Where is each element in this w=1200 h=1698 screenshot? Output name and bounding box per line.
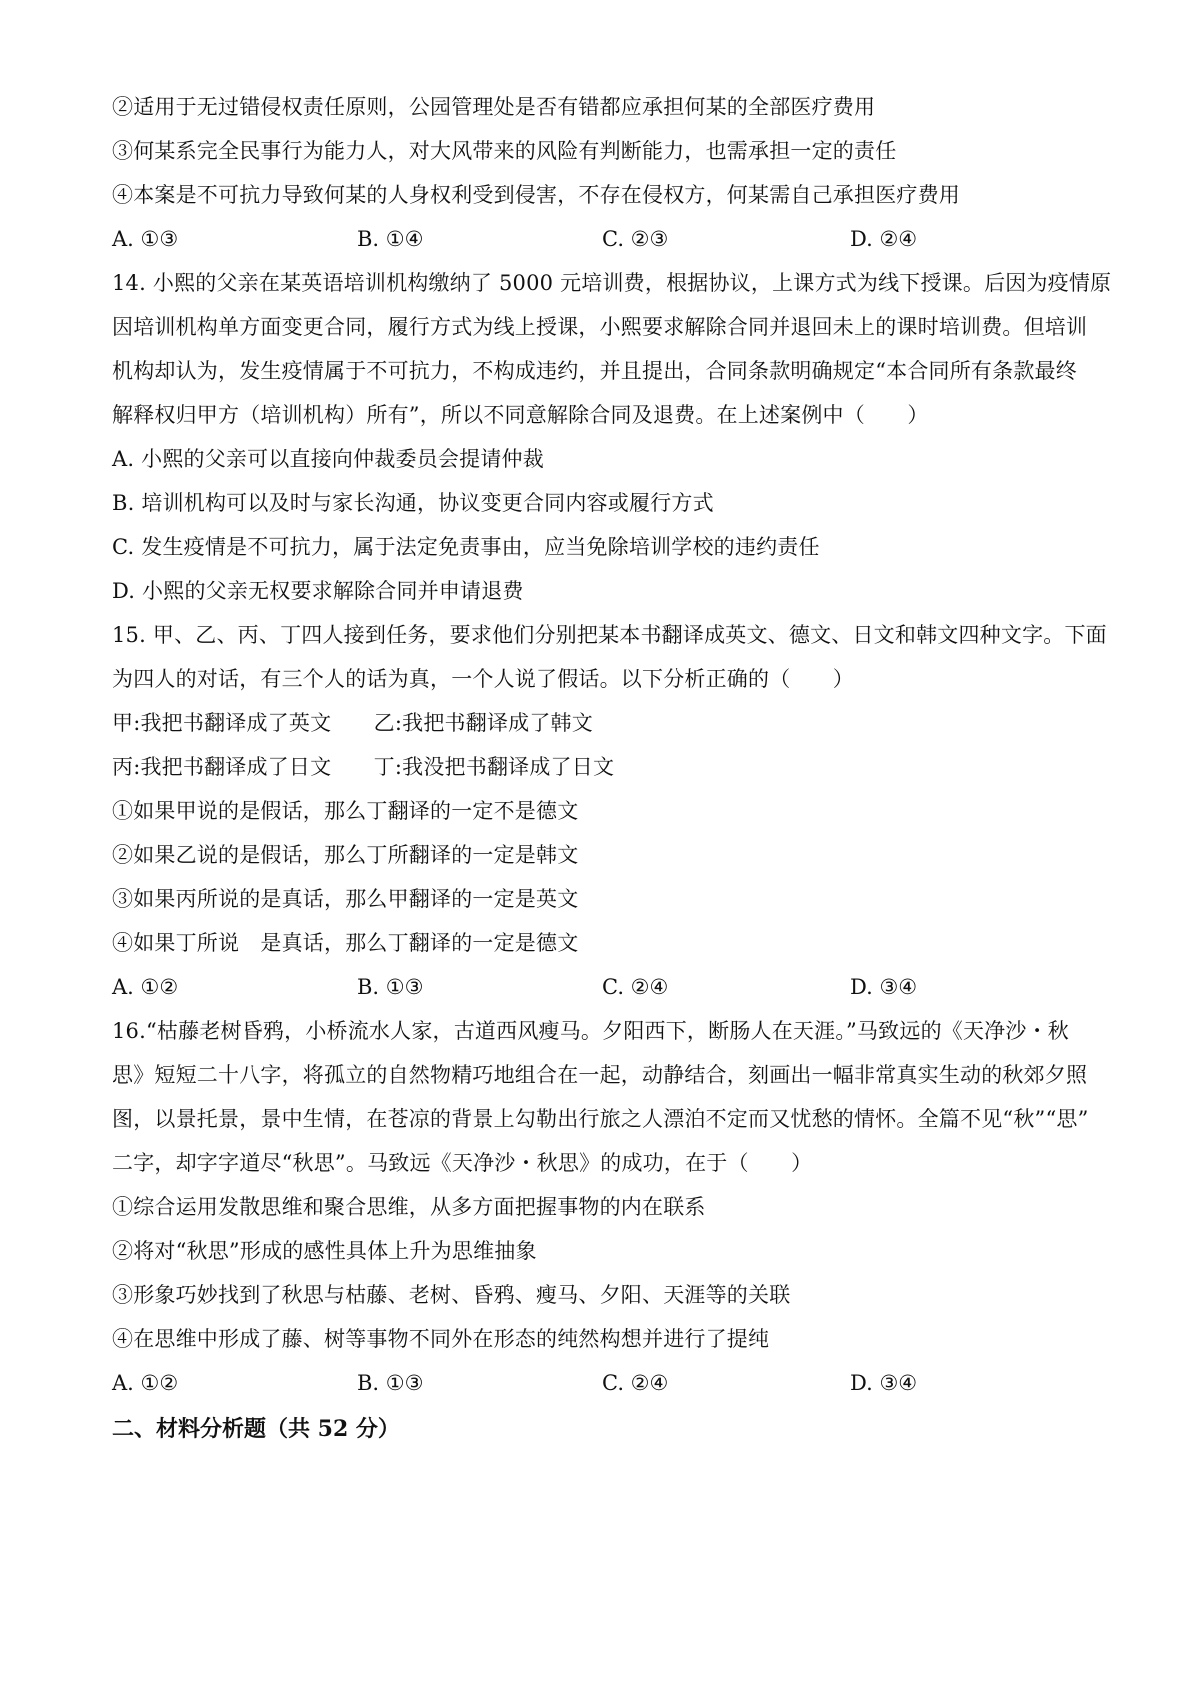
q16-statement-3: ③形象巧妙找到了秋思与枯藤、老树、昏鸦、瘦马、夕阳、天涯等的关联 [112, 1283, 791, 1307]
q16-option-b: B. ①③ [357, 1371, 424, 1395]
section-heading: 二、材料分析题（共 52 分） [112, 1416, 400, 1442]
q14-option-a: A. 小熙的父亲可以直接向仲裁委员会提请仲裁 [112, 447, 544, 471]
q14-option-b: B. 培训机构可以及时与家长沟通，协议变更合同内容或履行方式 [112, 491, 714, 515]
q13-statement-3: ③何某系完全民事行为能力人，对大风带来的风险有判断能力，也需承担一定的责任 [112, 139, 897, 163]
q14-stem-line-3: 机构却认为，发生疫情属于不可抗力，不构成违约，并且提出，合同条款明确规定“本合同所有条款最终 [112, 359, 1077, 383]
q14-stem-line-1: 14. 小熙的父亲在某英语培训机构缴纳了 5000 元培训费，根据协议，上课方式为线下授课。后因为疫情原 [112, 271, 1112, 295]
q13-option-c: C. ②③ [602, 227, 669, 251]
q14-option-c: C. 发生疫情是不可抗力，属于法定免责事由，应当免除培训学校的违约责任 [112, 535, 820, 559]
q16-stem-line-3: 图，以景托景，景中生情，在苍凉的背景上勾勒出行旅之人漂泊不定而又忧愁的情怀。全篇不见“秋”“思” [112, 1107, 1089, 1131]
q14-stem-line-2: 因培训机构单方面变更合同，履行方式为线上授课，小熙要求解除合同并退回未上的课时培训费。但培训 [112, 315, 1088, 339]
q16-statement-4: ④在思维中形成了藤、树等事物不同外在形态的纯然构想并进行了提纯 [112, 1327, 770, 1351]
q14-stem-line-4: 解释权归甲方（培训机构）所有”，所以不同意解除合同及退费。在上述案例中（ ） [112, 403, 929, 427]
q15-option-c: C. ②④ [602, 975, 669, 999]
q16-statement-2: ②将对“秋思”形成的感性具体上升为思维抽象 [112, 1239, 537, 1263]
q16-stem-line-4: 二字，却字字道尽“秋思”。马致远《天净沙・秋思》的成功，在于（ ） [112, 1151, 813, 1175]
q16-stem-line-1: 16.“枯藤老树昏鸦，小桥流水人家，古道西风瘦马。夕阳西下，断肠人在天涯。”马致远的《天净沙・秋 [112, 1019, 1069, 1043]
q16-option-a: A. ①② [112, 1371, 179, 1395]
q16-option-c: C. ②④ [602, 1371, 669, 1395]
q15-option-b: B. ①③ [357, 975, 424, 999]
q13-option-b: B. ①④ [357, 227, 424, 251]
q13-statement-4: ④本案是不可抗力导致何某的人身权利受到侵害，不存在侵权方，何某需自己承担医疗费用 [112, 183, 960, 207]
q13-option-d: D. ②④ [850, 227, 918, 251]
q15-dialogue-2: 丙:我把书翻译成了日文 丁:我没把书翻译成了日文 [112, 755, 615, 779]
q13-option-a: A. ①③ [112, 227, 179, 251]
q15-statement-3: ③如果丙所说的是真话，那么甲翻译的一定是英文 [112, 887, 579, 911]
q15-dialogue-1: 甲:我把书翻译成了英文 乙:我把书翻译成了韩文 [112, 711, 593, 735]
q14-option-d: D. 小熙的父亲无权要求解除合同并申请退费 [112, 579, 524, 603]
q16-statement-1: ①综合运用发散思维和聚合思维，从多方面把握事物的内在联系 [112, 1195, 706, 1219]
q16-option-d: D. ③④ [850, 1371, 918, 1395]
q15-statement-2: ②如果乙说的是假话，那么丁所翻译的一定是韩文 [112, 843, 579, 867]
q15-option-d: D. ③④ [850, 975, 918, 999]
q15-option-a: A. ①② [112, 975, 179, 999]
q16-stem-line-2: 思》短短二十八字，将孤立的自然物精巧地组合在一起，动静结合，刻画出一幅非常真实生动的秋郊夕照 [112, 1063, 1088, 1087]
q15-stem-line-1: 15. 甲、乙、丙、丁四人接到任务，要求他们分别把某本书翻译成英文、德文、日文和韩文四种文字。下面 [112, 623, 1107, 647]
q13-statement-2: ②适用于无过错侵权责任原则，公园管理处是否有错都应承担何某的全部医疗费用 [112, 95, 876, 119]
q15-statement-4: ④如果丁所说 是真话，那么丁翻译的一定是德文 [112, 931, 579, 955]
q15-statement-1: ①如果甲说的是假话，那么丁翻译的一定不是德文 [112, 799, 579, 823]
q15-stem-line-2: 为四人的对话，有三个人的话为真，一个人说了假话。以下分析正确的（ ） [112, 667, 854, 691]
